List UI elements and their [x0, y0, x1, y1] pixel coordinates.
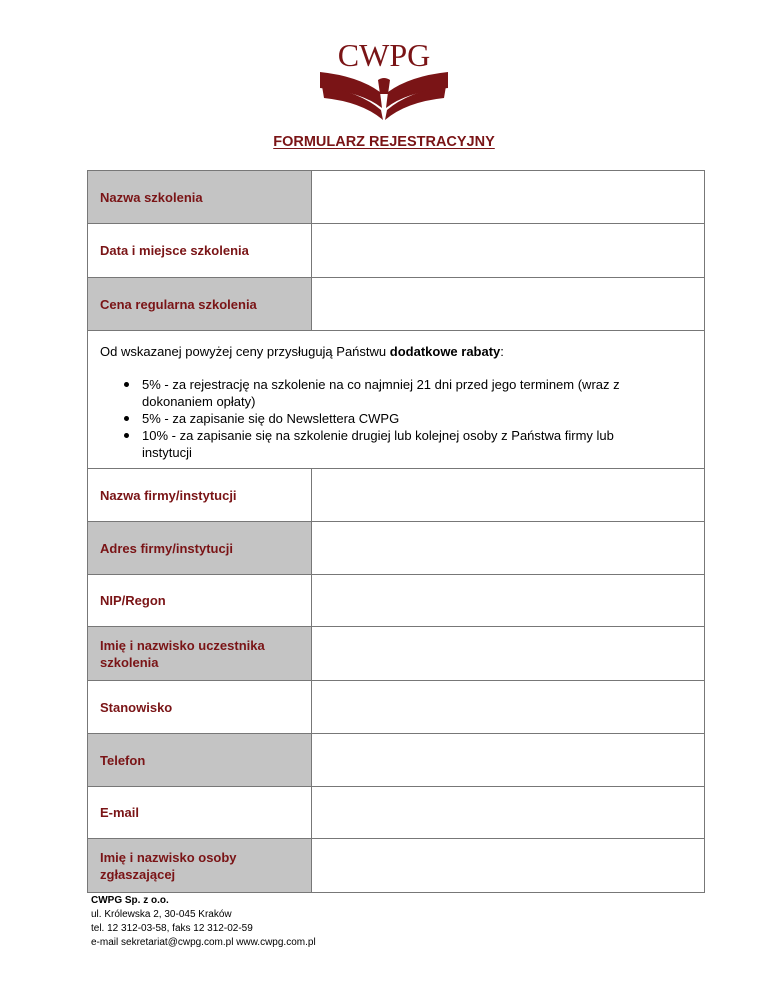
- field-value-cell: [312, 627, 705, 681]
- form-row-email: [88, 787, 705, 839]
- field-value-cell: [312, 787, 705, 839]
- field-label: Imię i nazwisko osoby zgłaszającej: [88, 839, 312, 893]
- field-label: Imię i nazwisko uczestnika szkolenia: [88, 627, 312, 681]
- field-value-cell: [312, 839, 705, 893]
- field-value-cell: [312, 278, 705, 331]
- form-row-company-name: [88, 469, 705, 522]
- form-row-position: [88, 681, 705, 734]
- form-row-course-price: [88, 278, 705, 331]
- field-label: Nazwa szkolenia: [88, 171, 312, 224]
- discounts-list: [100, 376, 692, 461]
- course-date-place-input[interactable]: [312, 243, 704, 258]
- discounts-intro: Od wskazanej powyżej ceny przysługują Państwu dodatkowe rabaty:: [100, 343, 504, 359]
- field-label: Data i miejsce szkolenia: [88, 224, 312, 278]
- field-value-cell: [312, 171, 705, 224]
- field-label: Telefon: [88, 734, 312, 787]
- participant-name-input[interactable]: [312, 646, 704, 661]
- footer-contact: e-mail sekretariat@cwpg.com.pl www.cwpg.com.pl: [91, 937, 316, 948]
- field-label: Nazwa firmy/instytucji: [88, 469, 312, 522]
- course-price-input[interactable]: [312, 296, 704, 311]
- cwpg-logo: [318, 36, 450, 122]
- discount-item: 10% - za zapisanie się na szkolenie drugiej lub kolejnej osoby z Państwa firmy lub instytucji: [100, 427, 692, 461]
- discounts-row: [88, 331, 705, 469]
- book-icon: [320, 72, 448, 120]
- footer-company: CWPG Sp. z o.o.: [91, 895, 169, 906]
- footer: [91, 894, 316, 950]
- position-input[interactable]: [312, 699, 704, 714]
- nip-regon-input[interactable]: [312, 593, 704, 608]
- course-name-input[interactable]: [312, 189, 704, 204]
- submitter-name-input[interactable]: [312, 858, 704, 873]
- field-label: Stanowisko: [88, 681, 312, 734]
- field-label: Cena regularna szkolenia: [88, 278, 312, 331]
- field-label: Adres firmy/instytucji: [88, 522, 312, 575]
- field-value-cell: [312, 224, 705, 278]
- form-row-course-name: [88, 171, 705, 224]
- field-value-cell: [312, 681, 705, 734]
- phone-input[interactable]: [312, 752, 704, 767]
- registration-form-table: [87, 170, 705, 893]
- field-value-cell: [312, 522, 705, 575]
- form-row-phone: [88, 734, 705, 787]
- footer-phone: tel. 12 312-03-58, faks 12 312-02-59: [91, 923, 253, 934]
- field-label: NIP/Regon: [88, 575, 312, 627]
- email-input[interactable]: [312, 805, 704, 820]
- company-name-input[interactable]: [312, 487, 704, 502]
- form-row-submitter-name: [88, 839, 705, 893]
- field-value-cell: [312, 575, 705, 627]
- form-row-nip-regon: [88, 575, 705, 627]
- field-label: E-mail: [88, 787, 312, 839]
- form-row-company-address: [88, 522, 705, 575]
- logo-text: CWPG: [337, 37, 431, 73]
- form-row-participant-name: [88, 627, 705, 681]
- footer-address: ul. Królewska 2, 30-045 Kraków: [91, 909, 232, 920]
- company-address-input[interactable]: [312, 540, 704, 555]
- field-value-cell: [312, 734, 705, 787]
- discount-item: 5% - za zapisanie się do Newslettera CWPG: [100, 410, 692, 427]
- discount-item: 5% - za rejestrację na szkolenie na co najmniej 21 dni przed jego terminem (wraz z dokonaniem opłaty): [100, 376, 692, 410]
- form-row-course-date-place: [88, 224, 705, 278]
- page-title: FORMULARZ REJESTRACYJNY: [273, 134, 495, 150]
- field-value-cell: [312, 469, 705, 522]
- discounts-info: [88, 331, 705, 469]
